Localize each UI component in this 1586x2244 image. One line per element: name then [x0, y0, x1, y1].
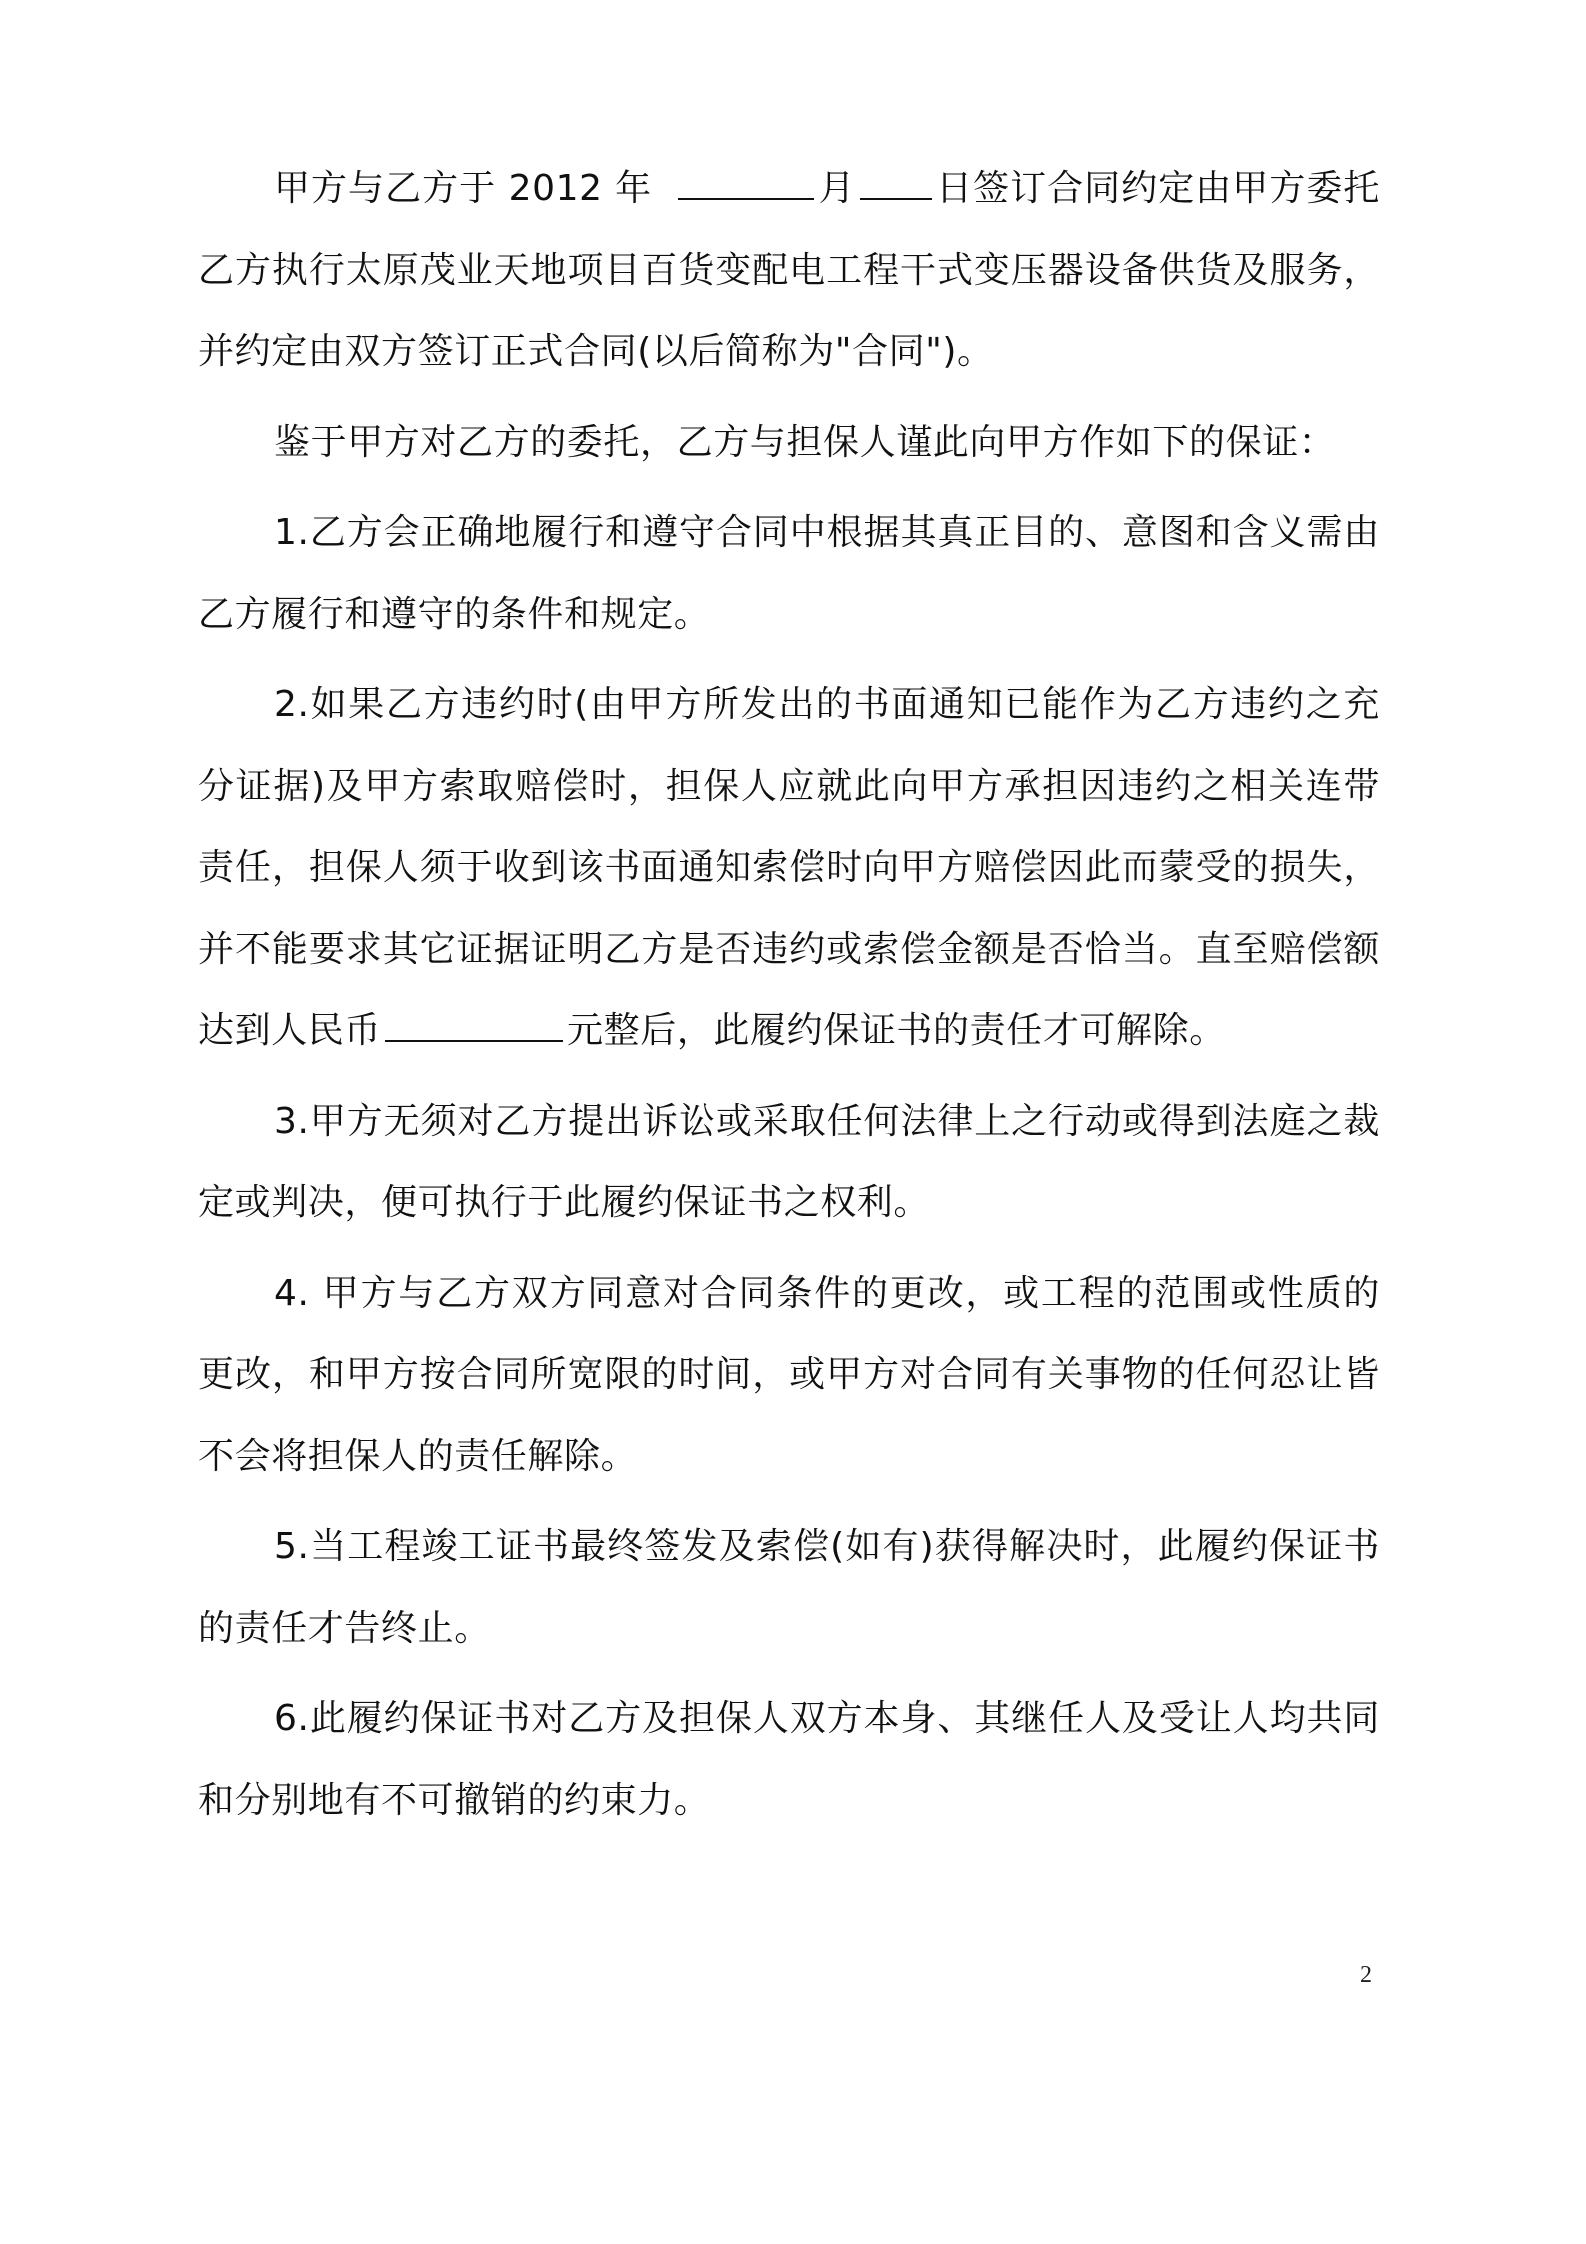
paragraph-clause-2	[198, 664, 1380, 1072]
contract-intro-text: 日签订合同约定由甲方委托乙方执行太原茂业天地项目百货变配电工程干式变压器设备供货及服务，并约定由双方签订正式合同(以后简称为"合同")。	[198, 168, 1380, 372]
contract-date-prefix: 甲方与乙方于 2012 年	[274, 168, 653, 209]
clause-2-text: 2.如果乙方违约时(由甲方所发出的书面通知已能作为乙方违约之充分证据)及甲方索取赔偿时，担保人应就此向甲方承担因违约之相关连带责任，担保人须于收到该书面通知索偿时向甲方赔偿因此而蒙受的损失，并不能要求其它证据证明乙方是否违约或索偿金额是否恰当。直至赔偿额达到人民币	[198, 684, 1380, 1051]
month-blank-line	[678, 168, 814, 200]
paragraph-clause-1: 1.乙方会正确地履行和遵守合同中根据其真正目的、意图和含义需由乙方履行和遵守的条件和规定。	[198, 512, 1380, 635]
paragraph-guarantee-preamble: 鉴于甲方对乙方的委托，乙方与担保人谨此向甲方作如下的保证：	[274, 421, 1336, 463]
paragraph-clause-3: 3.甲方无须对乙方提出诉讼或采取任何法律上之行动或得到法庭之裁定或判决，便可执行于此履约保证书之权利。	[198, 1100, 1380, 1223]
paragraph-clause-6: 6.此履约保证书对乙方及担保人双方本身、其继任人及受让人均共同和分别地有不可撤销的约束力。	[198, 1698, 1380, 1821]
day-blank-line	[860, 168, 932, 200]
month-label: 月	[818, 168, 856, 209]
amount-blank-line	[385, 1010, 563, 1042]
page-number: 2	[1360, 1962, 1372, 1988]
clause-2-ending: 元整后，此履约保证书的责任才可解除。	[567, 1010, 1226, 1051]
document-body	[198, 148, 1380, 1850]
paragraph-clause-5: 5.当工程竣工证书最终签发及索偿(如有)获得解决时，此履约保证书的责任才告终止。	[198, 1526, 1380, 1649]
paragraph-contract-intro	[198, 148, 1380, 393]
paragraph-clause-4: 4. 甲方与乙方双方同意对合同条件的更改，或工程的范围或性质的更改，和甲方按合同所宽限的时间，或甲方对合同有关事物的任何忍让皆不会将担保人的责任解除。	[198, 1272, 1380, 1477]
